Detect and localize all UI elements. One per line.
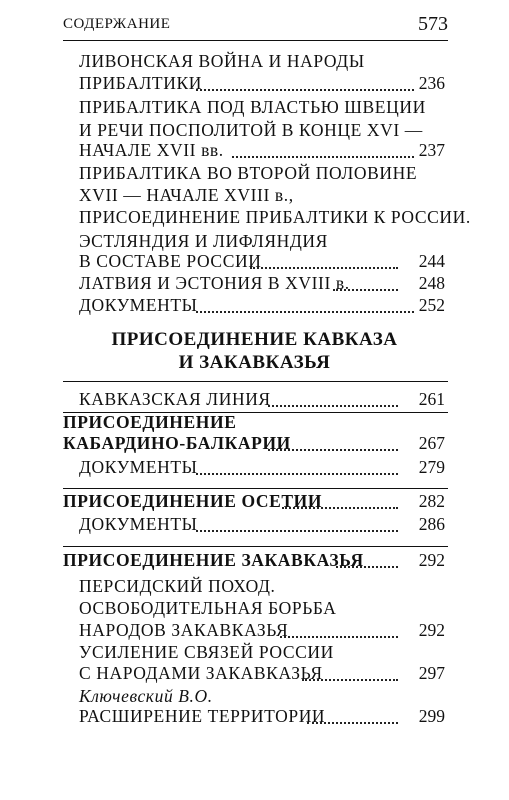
toc-entry-text: XVII — НАЧАЛЕ XVIII в., <box>79 185 294 205</box>
dot-leader <box>232 156 414 158</box>
dot-leader <box>196 311 414 313</box>
toc-entry-text: ПРИСОЕДИНЕНИЕ ПРИБАЛТИКИ К РОССИИ. <box>79 207 471 227</box>
dot-leader <box>307 722 398 724</box>
dot-leader <box>268 449 398 451</box>
toc-line <box>0 512 509 536</box>
toc-entry-text: ЭСТЛЯНДИЯ И ЛИФЛЯНДИЯ <box>79 231 328 251</box>
dot-leader <box>336 566 398 568</box>
running-header <box>63 14 448 41</box>
toc-entry-text: В СОСТАВЕ РОССИИ <box>79 251 262 271</box>
dot-leader <box>302 679 398 681</box>
toc-entry-text: НАРОДОВ ЗАКАВКАЗЬЯ <box>79 620 289 640</box>
dot-leader <box>280 636 398 638</box>
toc-page-number: 244 <box>418 251 445 271</box>
toc-page-number: 282 <box>418 491 445 511</box>
toc-line <box>0 455 509 479</box>
toc-entry-text: С НАРОДАМИ ЗАКАВКАЗЬЯ <box>79 663 323 683</box>
toc-entry-text: ПРИБАЛТИКА ВО ВТОРОЙ ПОЛОВИНЕ <box>79 163 418 183</box>
toc-line <box>0 138 509 162</box>
toc-line <box>0 161 509 185</box>
dot-leader <box>196 473 398 475</box>
toc-page-number: 299 <box>418 706 445 726</box>
toc-entry-text: ПРИБАЛТИКИ <box>79 73 202 93</box>
toc-entry-text: И РЕЧИ ПОСПОЛИТОЙ В КОНЦЕ XVI — <box>79 120 423 140</box>
toc-line <box>0 95 509 119</box>
toc-line <box>0 596 509 620</box>
toc-author: Ключевский В.О. <box>79 686 213 706</box>
toc-entry-text: КАБАРДИНО-БАЛКАРИИ <box>63 433 291 453</box>
toc-page-number: 286 <box>418 514 445 534</box>
divider <box>63 381 448 382</box>
toc-line <box>0 271 509 295</box>
dot-leader <box>196 89 414 91</box>
toc-entry-text: КАВКАЗСКАЯ ЛИНИЯ <box>79 389 271 409</box>
section-heading: ПРИСОЕДИНЕНИЕ КАВКАЗА <box>111 329 398 350</box>
toc-entry-text: ЛАТВИЯ И ЭСТОНИЯ В XVIII в. <box>79 273 350 293</box>
toc-entry-text: ДОКУМЕНТЫ <box>79 457 198 477</box>
toc-page-number: 279 <box>418 457 445 477</box>
toc-entry-text: РАСШИРЕНИЕ ТЕРРИТОРИИ <box>79 706 326 726</box>
toc-line <box>0 548 509 572</box>
toc-page-number: 267 <box>418 433 445 453</box>
divider <box>63 546 448 547</box>
toc-line <box>0 205 509 229</box>
toc-line <box>0 249 509 273</box>
toc-entry-text: УСИЛЕНИЕ СВЯЗЕЙ РОССИИ <box>79 642 334 662</box>
toc-entry-text: ДОКУМЕНТЫ <box>79 514 198 534</box>
running-header-title: СОДЕРЖАНИЕ <box>63 16 171 32</box>
toc-entry-text: НАЧАЛЕ XVII вв. <box>79 140 224 160</box>
toc-page-number: 297 <box>418 663 445 683</box>
toc-page-number: 292 <box>418 620 445 640</box>
toc-page-number: 236 <box>418 73 445 93</box>
dot-leader <box>268 405 398 407</box>
dot-leader <box>333 289 398 291</box>
dot-leader <box>196 530 398 532</box>
toc-entry-text: ПРИСОЕДИНЕНИЕ ОСЕТИИ <box>63 491 323 511</box>
toc-line <box>0 293 509 317</box>
toc-page-number: 252 <box>418 295 445 315</box>
toc-entry-text: ПРИСОЕДИНЕНИЕ ЗАКАВКАЗЬЯ <box>63 550 364 570</box>
toc-entry-text: ПРИСОЕДИНЕНИЕ <box>63 412 237 432</box>
toc-line <box>0 431 509 455</box>
toc-page-number: 237 <box>418 140 445 160</box>
toc-line <box>0 387 509 411</box>
toc-line <box>0 574 509 598</box>
toc-entry-text: ПЕРСИДСКИЙ ПОХОД. <box>79 576 276 596</box>
toc-entry-text: ДОКУМЕНТЫ <box>79 295 198 315</box>
toc-page-number: 248 <box>418 273 445 293</box>
toc-line <box>0 49 509 73</box>
toc-line <box>0 71 509 95</box>
toc-line <box>0 704 509 728</box>
dot-leader <box>250 267 398 269</box>
toc-line <box>0 661 509 685</box>
page-number: 573 <box>418 13 448 35</box>
toc-line <box>0 183 509 207</box>
toc-line <box>0 618 509 642</box>
toc-entry-text: ЛИВОНСКАЯ ВОЙНА И НАРОДЫ <box>79 51 365 71</box>
dot-leader <box>282 507 398 509</box>
toc-entry-text: ПРИБАЛТИКА ПОД ВЛАСТЬЮ ШВЕЦИИ <box>79 97 426 117</box>
toc-entry-text: ОСВОБОДИТЕЛЬНАЯ БОРЬБА <box>79 598 337 618</box>
toc-page-number: 261 <box>418 389 445 409</box>
toc-line <box>0 489 509 513</box>
toc-page-number: 292 <box>418 550 445 570</box>
section-heading: И ЗАКАВКАЗЬЯ <box>178 352 331 373</box>
